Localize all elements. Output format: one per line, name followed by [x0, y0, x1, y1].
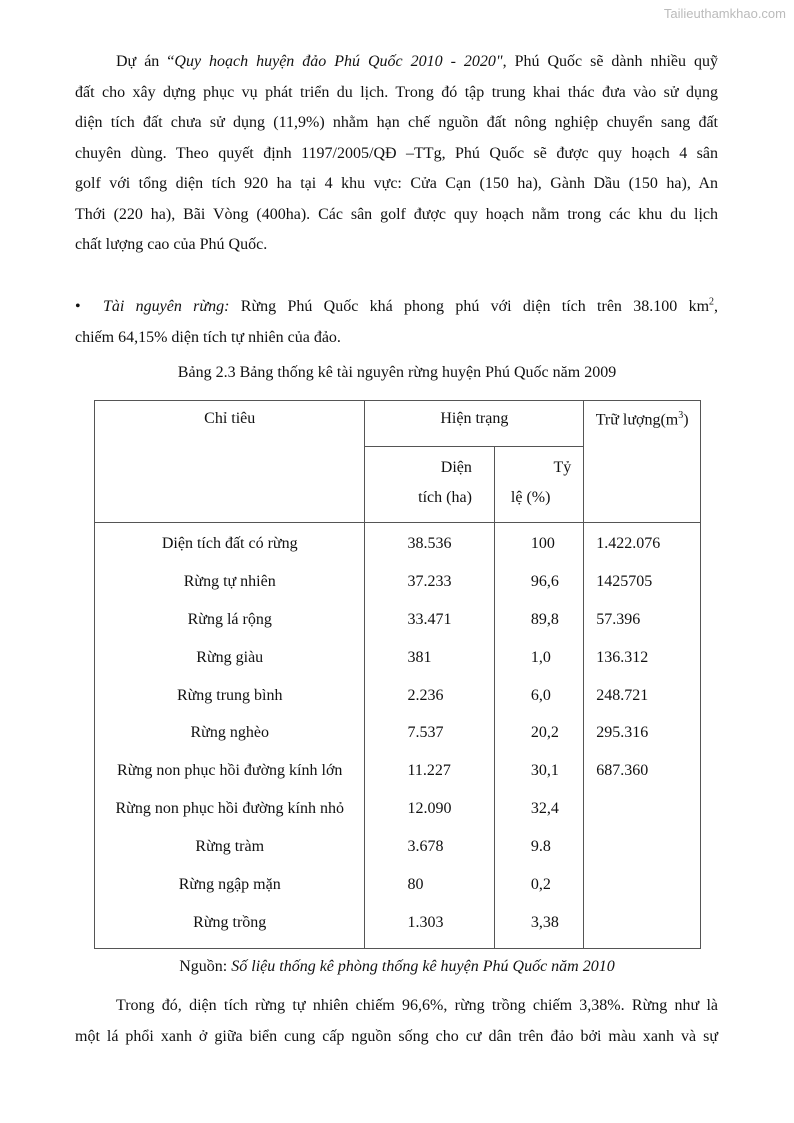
table-cell: [596, 790, 700, 828]
table-cell: Rừng giàu: [196, 648, 264, 666]
header-area: Diện tích (ha): [365, 447, 494, 523]
table-cell: 381: [407, 648, 432, 666]
table-cell: [596, 904, 700, 942]
table-cell: 1.422.076: [596, 535, 661, 552]
text-line: Trong đó, diện tích rừng tự nhiên chiếm 96,6%, rừng trồng chiếm 3,38%. Rừng như là: [116, 997, 718, 1014]
table-cell: 687.360: [596, 762, 649, 780]
bullet-forest: • Tài nguyên rừng: Rừng Phú Quốc khá phong phú với diện tích trên 38.100 $km^2$, chiếm 64,15% diện tích tự nhiên của đảo.: [75, 292, 718, 353]
text-line: Dự án “Quy hoạch huyện đảo Phú Quốc 2010 - 2020", Phú Quốc sẽ dành nhiều quỹ: [116, 53, 719, 70]
text-line: diện tích đất chưa sử dụng (11,9%) nhằm hạn chế nguồn đất nông nghiệp chuyển sang đất: [75, 114, 718, 131]
paragraph-forest: [75, 991, 718, 1052]
header-reserve: Trữ $lượng(m^3)$: [584, 401, 701, 523]
table-cell: 20,2: [530, 724, 559, 742]
reserve-column: [584, 523, 701, 949]
table-cell: Rừng tự nhiên: [183, 572, 276, 590]
table-cell: Rừng trung bình: [176, 686, 283, 704]
table-cell: Rừng trồng: [193, 913, 267, 931]
header-ratio: Tỷ lệ (%): [494, 447, 583, 523]
table-cell: Rừng tràm: [195, 838, 265, 856]
table-cell: 1,0: [530, 648, 551, 666]
table-cell: Rừng lá rộng: [187, 610, 272, 628]
indicator-column: [95, 523, 365, 949]
text-line: chiếm 64,15% diện tích tự nhiên của đảo.: [75, 328, 341, 346]
table-cell: 9.8: [530, 838, 551, 856]
table-cell: 37.233: [407, 572, 452, 590]
table-cell: 0,2: [530, 876, 551, 894]
table-cell: 2.236: [407, 686, 444, 704]
table-caption: Bảng 2.3 Bảng thống kê tài nguyên rừng huyện Phú Quốc năm 2009: [177, 364, 617, 381]
table-cell: 32,4: [530, 800, 559, 818]
table-source: Nguồn: Số liệu thống kê phòng thống kê huyện Phú Quốc năm 2010: [179, 958, 615, 975]
table-cell: 38.536: [407, 535, 452, 552]
text-line: Thới (220 ha), Bãi Vòng (400ha). Các sân golf được quy hoạch nằm trong các khu du lịch: [75, 205, 718, 223]
table-cell: 1.303: [407, 913, 444, 931]
paragraph-golf: [75, 47, 718, 261]
table-cell: 3.678: [407, 838, 444, 856]
bullet-label: Tài nguyên rừng:: [103, 298, 230, 315]
table-cell: 136.312: [596, 648, 649, 666]
text-line: chuyên dùng. Theo quyết định 1197/2005/QĐ –TTg, Phú Quốc sẽ được quy hoạch 4 sân: [75, 144, 718, 162]
watermark: Tailieuthamkhao.com: [663, 6, 786, 21]
table-cell: Rừng non phục hồi đường kính lớn: [117, 762, 343, 780]
table-cell: Rừng nghèo: [190, 724, 269, 742]
text-line: đất cho xây dựng phục vụ phát triển du lịch. Trong đó tập trung khai thác đưa vào sử dụng: [75, 83, 718, 101]
table-cell: 11.227: [407, 762, 451, 780]
table-cell: 96,6: [530, 572, 559, 590]
table-cell: 3,38: [530, 913, 559, 931]
table-cell: 100: [530, 535, 555, 552]
table-cell: Rừng ngập mặn: [178, 876, 281, 894]
area-column: [365, 523, 494, 949]
text-line: một lá phổi xanh ở giữa biển cung cấp nguồn sống cho cư dân trên đảo bởi màu xanh và sự: [75, 1027, 718, 1045]
table-cell: 6,0: [530, 686, 551, 704]
header-indicator: Chỉ tiêu: [95, 401, 365, 523]
table-cell: 80: [407, 876, 424, 894]
text-line: chất lượng cao của Phú Quốc.: [75, 236, 268, 253]
table-cell: Diện tích đất có rừng: [161, 535, 298, 552]
table-cell: 89,8: [530, 610, 559, 628]
table-cell: 57.396: [596, 610, 641, 628]
table-cell: 295.316: [596, 724, 649, 742]
table-cell: 7.537: [407, 724, 444, 742]
table-cell: 12.090: [407, 800, 452, 818]
forest-table: [94, 400, 701, 949]
table-cell: 248.721: [596, 686, 649, 704]
text-line: golf với tổng diện tích 920 ha tại 4 khu vực: Cửa Cạn (150 ha), Gành Dầu (150 ha), An: [75, 175, 718, 192]
table-cell: 30,1: [530, 762, 559, 780]
table-cell: Rừng non phục hồi đường kính nhỏ: [115, 800, 344, 818]
bullet-icon: •: [75, 298, 81, 315]
table-cell: 1425705: [596, 572, 653, 590]
table-cell: [596, 866, 700, 904]
table-cell: [596, 828, 700, 866]
table-cell: 33.471: [407, 610, 452, 628]
ratio-column: [494, 523, 583, 949]
header-status: Hiện trạng: [365, 401, 584, 447]
